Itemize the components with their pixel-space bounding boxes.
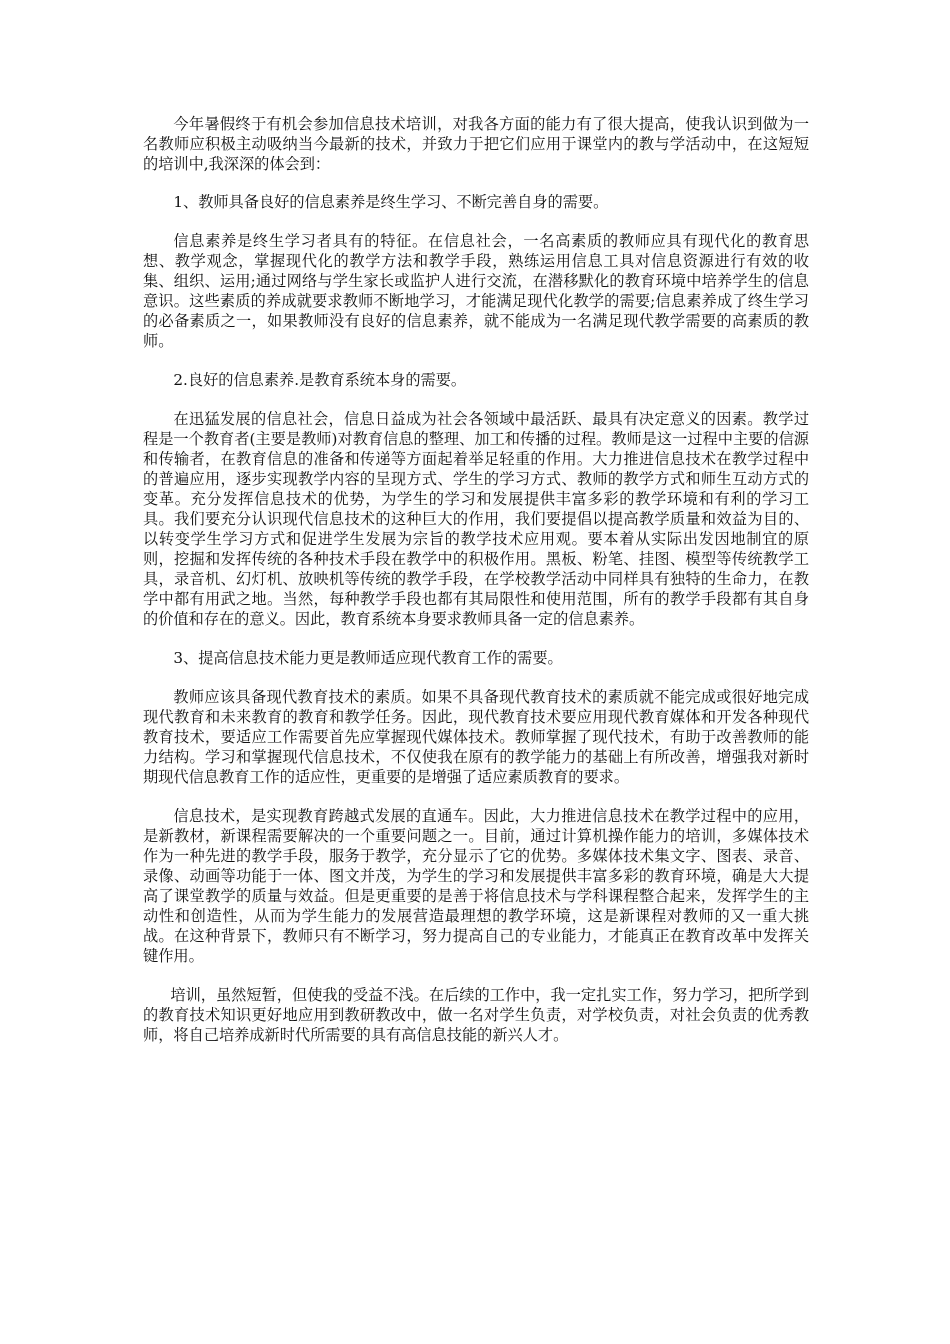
section-heading-3: 3、提高信息技术能力更是教师适应现代教育工作的需要。 <box>173 649 563 667</box>
section-heading-1: 1、教师具备良好的信息素养是终生学习、不断完善自身的需要。 <box>173 193 609 211</box>
body-paragraph: 在迅猛发展的信息社会，信息日益成为社会各领域中最活跃、最具有决定意义的因素。教学过程是一个教育者(主要是教师)对教育信息的整理、加工和传播的过程。教师是这一过程中主要的信源和传输者，在教育信息的准备和传递等方面起着举足轻重的作用。大力推进信息技术在教学过程中的普遍应用，逐步实现教学内容的呈现方式、学生的学习方式、教师的教学方式和师生互动方式的变革。充分发挥信息技术的优势，为学生的学习和发展提供丰富多彩的教学环境和有利的学习工具。我们要充分认识现代信息技术的这种巨大的作用，我们要提倡以提高教学质量和效益为目的、以转变学生学习方式和促进学生发展为宗旨的教学技术应用观。要本着从实际出发因地制宜的原则，挖掘和发挥传统的各种技术手段在教学中的积极作用。黑板、粉笔、挂图、模型等传统教学工具，录音机、幻灯机、放映机等传统的教学手段，在学校教学活动中同样具有独特的生命力，在教学中都有用武之地。当然，每种教学手段也都有其局限性和使用范围，所有的教学手段都有其自身的价值和存在的意义。因此，教育系统本身要求教师具备一定的信息素养。 <box>143 410 809 628</box>
closing-paragraph: 培训，虽然短暂，但使我的受益不浅。在后续的工作中，我一定扎实工作，努力学习，把所学到的教育技术知识更好地应用到教研教改中，做一名对学生负责，对学校负责，对社会负责的优秀教师，将自己培养成新时代所需要的具有高信息技能的新兴人才。 <box>143 986 809 1044</box>
body-paragraph: 信息技术，是实现教育跨越式发展的直通车。因此，大力推进信息技术在教学过程中的应用，是新教材，新课程需要解决的一个重要问题之一。目前，通过计算机操作能力的培训，多媒体技术作为一种先进的教学手段，服务于教学，充分显示了它的优势。多媒体技术集文字、图表、录音、录像、动画等功能于一体、图文并茂，为学生的学习和发展提供丰富多彩的教育环境，确是大大提高了课堂教学的质量与效益。但是更重要的是善于将信息技术与学科课程整合起来，发挥学生的主动性和创造性，从而为学生能力的发展营造最理想的教学环境，这是新课程对教师的又一重大挑战。在这种背景下，教师只有不断学习，努力提高自己的专业能力，才能真正在教育改革中发挥关键作用。 <box>143 807 809 965</box>
body-paragraph: 信息素养是终生学习者具有的特征。在信息社会，一名高素质的教师应具有现代化的教育思想、教学观念，掌握现代化的教学方法和教学手段，熟练运用信息工具对信息资源进行有效的收集、组织、运用;通过网络与学生家长或监护人进行交流，在潜移默化的教育环境中培养学生的信息意识。这些素质的养成就要求教师不断地学习，才能满足现代化教学的需要;信息素养成了终生学习的必备素质之一，如果教师没有良好的信息素养，就不能成为一名满足现代教学需要的高素质的教师。 <box>143 232 809 350</box>
section-heading-2: 2.良好的信息素养.是教育系统本身的需要。 <box>173 371 467 389</box>
body-paragraph: 教师应该具备现代教育技术的素质。如果不具备现代教育技术的素质就不能完成或很好地完成现代教育和未来教育的教育和教学任务。因此，现代教育技术要应用现代教育媒体和开发各种现代教育技术，要适应工作需要首先应掌握现代媒体技术。教师掌握了现代技术，有助于改善教师的能力结构。学习和掌握现代信息技术，不仅使我在原有的教学能力的基础上有所改善，增强我对新时期现代信息教育工作的适应性，更重要的是增强了适应素质教育的要求。 <box>143 688 809 786</box>
intro-paragraph: 今年暑假终于有机会参加信息技术培训，对我各方面的能力有了很大提高，使我认识到做为一名教师应积极主动吸纳当今最新的技术，并致力于把它们应用于课堂内的教与学活动中，在这短短的培训中,我深深的体会到： <box>143 115 809 173</box>
document-page <box>143 114 809 1064</box>
